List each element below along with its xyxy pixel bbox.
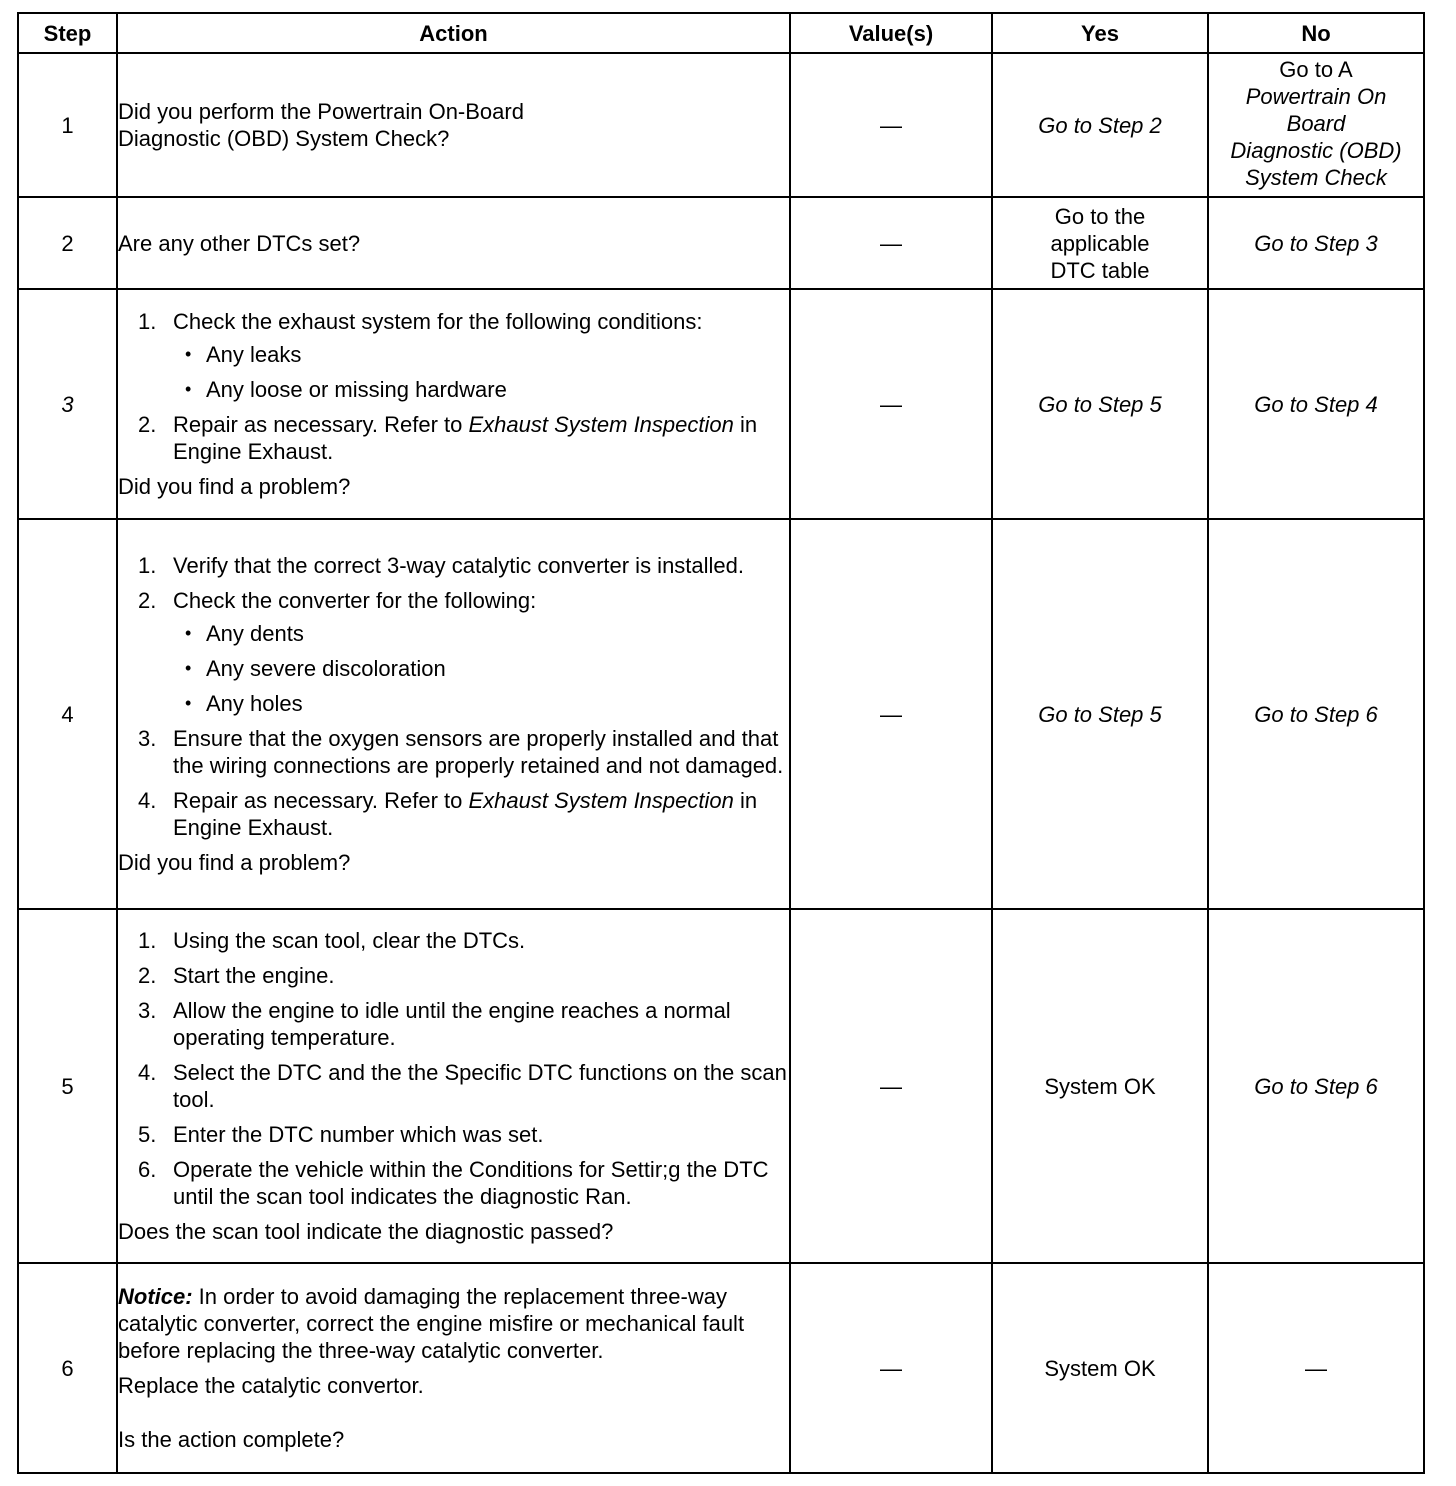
step-text: Verify that the correct 3-way catalytic converter is installed.	[173, 553, 745, 578]
table-row	[18, 53, 1424, 197]
step-index: 6.	[138, 1157, 157, 1182]
yes-text: System OK	[1044, 1073, 1156, 1099]
yes-cell	[992, 909, 1208, 1263]
question-text: Did you find a problem?	[118, 474, 351, 499]
procedure-step	[138, 1156, 789, 1210]
value-cell: —	[790, 53, 992, 197]
value-cell: —	[790, 197, 992, 289]
reference-link-text: Exhaust System Inspection	[468, 412, 734, 437]
procedure-step	[138, 308, 789, 403]
table-row	[18, 1263, 1424, 1473]
no-cell	[1208, 289, 1424, 519]
procedure-step	[138, 587, 789, 717]
step-text: Repair as necessary. Refer to	[173, 788, 469, 813]
step-number: 4	[18, 519, 117, 909]
step-text: Check the converter for the following:	[173, 588, 537, 613]
step-text: Allow the engine to idle until the engine reaches a normal operating temperature.	[173, 998, 731, 1050]
yes-cell	[992, 289, 1208, 519]
no-text: Go to Step 6	[1254, 1073, 1378, 1099]
yes-text: Go to Step 5	[1038, 701, 1162, 727]
step-index: 2.	[138, 588, 157, 613]
procedure-list	[118, 927, 789, 1210]
action-text: Did you perform the Powertrain On-Board	[118, 99, 524, 124]
value-cell: —	[790, 519, 992, 909]
action-cell	[117, 519, 790, 909]
no-text-part: Go to A	[1279, 57, 1353, 82]
reference-link-text: Exhaust System Inspection	[468, 788, 734, 813]
question-text: Did you find a problem?	[118, 850, 351, 875]
step-number: 2	[18, 197, 117, 289]
no-text: Go to Step 3	[1254, 230, 1378, 256]
step-index: 3.	[138, 998, 157, 1023]
yes-cell	[992, 1263, 1208, 1473]
diagnostic-table-frame	[17, 12, 1423, 1474]
value-cell: —	[790, 289, 992, 519]
header-no: No	[1208, 13, 1424, 53]
header-step: Step	[18, 13, 117, 53]
step-text: in Engine Exhaust.	[173, 412, 758, 464]
action-cell	[117, 53, 790, 197]
no-cell: —	[1208, 1263, 1424, 1473]
no-cell	[1208, 909, 1424, 1263]
bullet-item: • Any holes	[185, 691, 303, 716]
yes-text: Go to the	[1054, 203, 1146, 229]
step-index: 1.	[138, 309, 157, 334]
yes-text: applicable	[1050, 230, 1150, 256]
header-yes: Yes	[992, 13, 1208, 53]
step-index: 1.	[138, 928, 157, 953]
no-cell	[1208, 197, 1424, 289]
step-text: Operate the vehicle within the Conditions for Settir;g the DTC until the scan tool indicates the diagnostic Ran.	[173, 1157, 769, 1209]
value-cell: —	[790, 1263, 992, 1473]
step-index: 4.	[138, 1060, 157, 1085]
value-cell: —	[790, 909, 992, 1263]
procedure-step	[138, 927, 789, 954]
procedure-step	[138, 997, 789, 1051]
yes-text: System OK	[1044, 1355, 1156, 1381]
step-number: 3	[18, 289, 117, 519]
no-cell	[1208, 53, 1424, 197]
action-text: Diagnostic (OBD) System Check?	[118, 126, 450, 151]
bullet-text: Any loose or missing hardware	[206, 377, 507, 402]
action-cell	[117, 909, 790, 1263]
bullet-item: • Any loose or missing hardware	[185, 377, 507, 402]
yes-cell	[992, 53, 1208, 197]
yes-cell	[992, 519, 1208, 909]
no-cell	[1208, 519, 1424, 909]
notice-paragraph	[118, 1283, 789, 1364]
header-action: Action	[117, 13, 790, 53]
diagnostic-table	[17, 12, 1425, 1474]
bullet-item: • Any dents	[185, 621, 304, 646]
step-text: Using the scan tool, clear the DTCs.	[173, 928, 526, 953]
table-row	[18, 519, 1424, 909]
no-text: Board	[1286, 111, 1346, 136]
procedure-step	[138, 411, 789, 465]
header-values: Value(s)	[790, 13, 992, 53]
question-text: Is the action complete?	[118, 1427, 345, 1452]
no-text: Diagnostic (OBD)	[1230, 138, 1402, 163]
action-text: Are any other DTCs set?	[118, 230, 361, 256]
step-number: 5	[18, 909, 117, 1263]
bullet-list	[173, 341, 789, 403]
step-text: Repair as necessary. Refer to	[173, 412, 469, 437]
table-row	[18, 289, 1424, 519]
question-text: Does the scan tool indicate the diagnostic passed?	[118, 1219, 614, 1244]
step-number: 6	[18, 1263, 117, 1473]
step-number: 1	[18, 53, 117, 197]
step-text: Start the engine.	[173, 963, 335, 988]
no-text	[1209, 56, 1423, 83]
action-cell	[117, 289, 790, 519]
no-text: Powertrain On	[1245, 84, 1387, 109]
table-row	[18, 909, 1424, 1263]
no-text: System Check	[1245, 165, 1387, 190]
action-cell	[117, 197, 790, 289]
procedure-step	[138, 962, 789, 989]
notice-label: Notice:	[118, 1284, 193, 1309]
step-index: 4.	[138, 788, 157, 813]
bullet-text: Any dents	[206, 621, 304, 646]
yes-text: DTC table	[1050, 257, 1150, 283]
step-text: Select the DTC and the the Specific DTC functions on the scan tool.	[173, 1060, 787, 1112]
procedure-list	[118, 308, 789, 465]
no-text: Go to Step 4	[1254, 391, 1378, 417]
procedure-step	[138, 552, 789, 579]
step-index: 2.	[138, 412, 157, 437]
header-row	[18, 13, 1424, 53]
instruction-text: Replace the catalytic convertor.	[118, 1373, 424, 1398]
step-text: in Engine Exhaust.	[173, 788, 758, 840]
procedure-step	[138, 1059, 789, 1113]
bullet-text: Any severe discoloration	[206, 656, 446, 681]
step-text: Check the exhaust system for the following conditions:	[173, 309, 703, 334]
yes-text: Go to Step 2	[1038, 112, 1162, 138]
bullet-text: Any leaks	[206, 342, 302, 367]
yes-text: Go to Step 5	[1038, 391, 1162, 417]
step-index: 5.	[138, 1122, 157, 1147]
step-index: 2.	[138, 963, 157, 988]
bullet-item: • Any leaks	[185, 342, 302, 367]
action-cell	[117, 1263, 790, 1473]
step-text: Enter the DTC number which was set.	[173, 1122, 544, 1147]
procedure-list	[118, 552, 789, 841]
step-index: 1.	[138, 553, 157, 578]
table-row	[18, 197, 1424, 289]
procedure-step	[138, 787, 789, 841]
bullet-text: Any holes	[206, 691, 303, 716]
step-text: Ensure that the oxygen sensors are properly installed and that the wiring connections are properly retained and not damaged.	[173, 726, 784, 778]
notice-text: In order to avoid damaging the replacement three-way catalytic converter, correct the engine misfire or mechanical fault before replacing the three-way catalytic converter.	[118, 1284, 745, 1363]
bullet-list	[173, 620, 789, 717]
yes-cell	[992, 197, 1208, 289]
step-index: 3.	[138, 726, 157, 751]
no-text: Go to Step 6	[1254, 701, 1378, 727]
bullet-item: • Any severe discoloration	[185, 656, 446, 681]
procedure-step	[138, 1121, 789, 1148]
procedure-step	[138, 725, 789, 779]
